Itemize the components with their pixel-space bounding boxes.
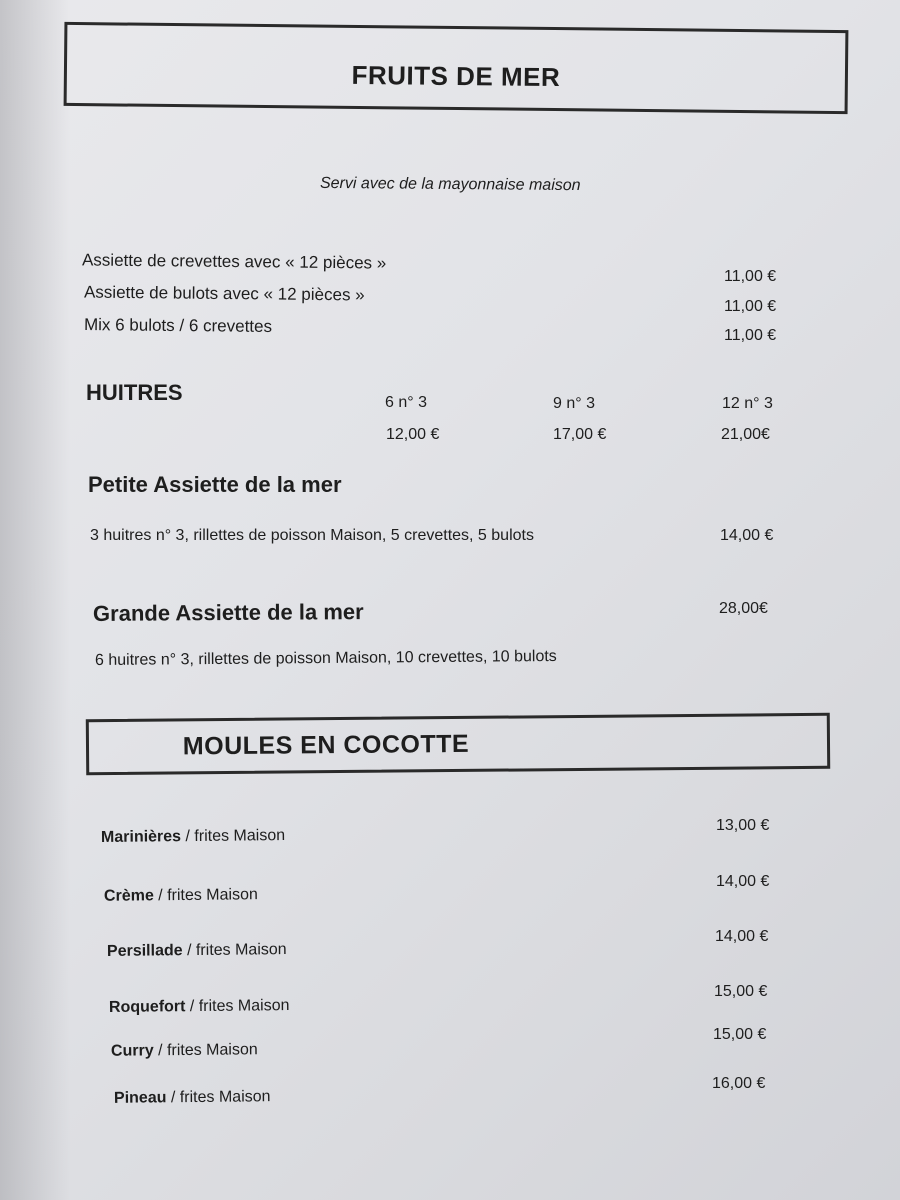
moules-item [107, 941, 287, 961]
moules-item-price: 13,00 € [716, 817, 770, 834]
huitres-qty: 12 n° 3 [722, 395, 773, 412]
moules-item-name: Crème [103, 887, 154, 905]
moules-item [104, 886, 258, 906]
moules-item-suffix: / frites Maison [185, 997, 290, 1016]
moules-item-name: Curry [110, 1042, 154, 1060]
huitres-price: 21,00€ [721, 426, 770, 443]
petite-assiette-title: Petite Assiette de la mer [88, 472, 342, 497]
page-shadow [0, 0, 70, 1200]
fruits-de-mer-title: FRUITS DE MER [351, 59, 561, 92]
fruits-de-mer-header-box [64, 22, 849, 114]
moules-item-name: Pineau [113, 1089, 167, 1107]
huitres-price: 12,00 € [386, 426, 440, 443]
moules-item-suffix: / frites Maison [166, 1088, 271, 1107]
huitres-title: HUITRES [86, 380, 183, 405]
moules-item [109, 997, 290, 1017]
moules-item-price: 16,00 € [712, 1075, 766, 1092]
moules-item-name: Roquefort [108, 998, 186, 1016]
menu-item-name: Assiette de crevettes avec « 12 pièces » [81, 250, 387, 273]
huitres-qty: 6 n° 3 [385, 394, 427, 411]
huitres-qty: 9 n° 3 [553, 395, 595, 412]
menu-item-price: 11,00 € [724, 268, 777, 285]
menu-item-name: Mix 6 bulots / 6 crevettes [83, 315, 273, 336]
moules-item-suffix: / frites Maison [180, 827, 286, 846]
menu-item-price: 11,00 € [724, 298, 777, 315]
menu-item-name: Assiette de bulots avec « 12 pièces » [83, 282, 365, 305]
moules-item [114, 1088, 271, 1108]
fruits-de-mer-subtitle: Servi avec de la mayonnaise maison [319, 174, 581, 195]
moules-item-name: Marinières [100, 828, 182, 846]
moules-title: MOULES EN COCOTTE [182, 729, 470, 760]
moules-item-name: Persillade [106, 942, 183, 960]
grande-assiette-description: 6 huitres n° 3, rillettes de poisson Maison, 10 crevettes, 10 bulots [94, 647, 557, 670]
menu-item-price: 11,00 € [724, 327, 777, 344]
moules-item-suffix: / frites Maison [182, 941, 287, 960]
petite-assiette-price: 14,00 € [720, 527, 774, 544]
grande-assiette-title: Grande Assiette de la mer [92, 599, 364, 626]
moules-item-suffix: / frites Maison [153, 1041, 258, 1060]
grande-assiette-price: 28,00€ [719, 600, 768, 617]
moules-item [101, 827, 285, 847]
moules-item-price: 14,00 € [715, 928, 769, 945]
moules-item-price: 14,00 € [716, 873, 770, 890]
petite-assiette-description: 3 huitres n° 3, rillettes de poisson Maison, 5 crevettes, 5 bulots [90, 527, 534, 544]
moules-header-box [86, 713, 830, 775]
moules-item-price: 15,00 € [713, 1026, 767, 1043]
moules-item-suffix: / frites Maison [153, 886, 258, 905]
moules-item [111, 1041, 258, 1061]
moules-item-price: 15,00 € [714, 983, 768, 1000]
huitres-price: 17,00 € [553, 426, 607, 443]
